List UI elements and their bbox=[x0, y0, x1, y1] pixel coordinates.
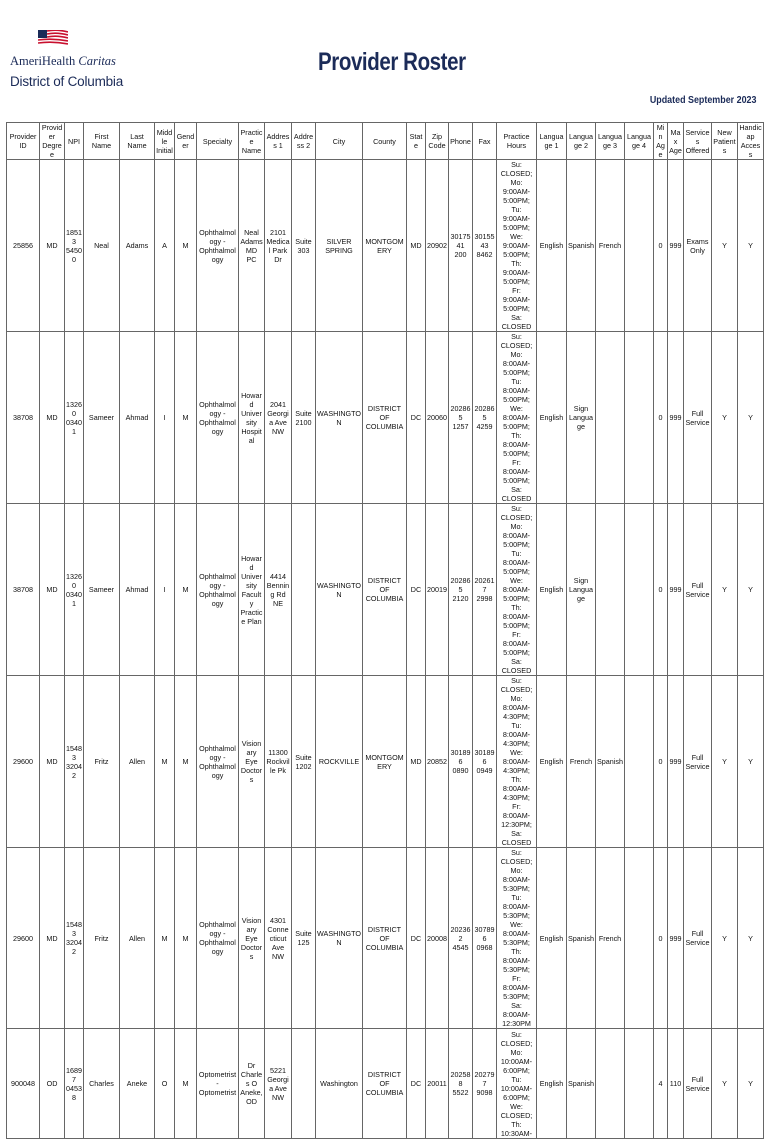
table-cell: 16897 04538 bbox=[65, 1029, 84, 1139]
table-cell: Fritz bbox=[84, 676, 120, 848]
table-cell bbox=[596, 504, 625, 676]
table-cell bbox=[625, 848, 654, 1029]
table-cell: 202865 1257 bbox=[449, 332, 473, 504]
table-cell: 4301 Connecticut Ave NW bbox=[265, 848, 292, 1029]
table-cell: 20060 bbox=[426, 332, 449, 504]
roster-body bbox=[7, 160, 764, 1139]
table-cell: Aneke bbox=[120, 1029, 155, 1139]
table-cell: M bbox=[175, 676, 197, 848]
table-cell bbox=[625, 504, 654, 676]
table-cell: MONTGOMERY bbox=[363, 676, 407, 848]
table-cell: Y bbox=[712, 160, 738, 332]
table-cell: 0 bbox=[654, 676, 668, 848]
table-cell: Ophthalmology - Ophthalmology bbox=[197, 160, 239, 332]
table-cell: Ophthalmology - Ophthalmology bbox=[197, 676, 239, 848]
table-cell: ROCKVILLE bbox=[316, 676, 363, 848]
table-cell: 900048 bbox=[7, 1029, 40, 1139]
table-cell: 29600 bbox=[7, 676, 40, 848]
table-cell: M bbox=[175, 1029, 197, 1139]
table-cell: DISTRICT OF COLUMBIA bbox=[363, 332, 407, 504]
table-cell: 15483 32042 bbox=[65, 676, 84, 848]
table-cell: M bbox=[175, 848, 197, 1029]
column-header: Last Name bbox=[120, 123, 155, 160]
table-cell: 2101 Medical Park Dr bbox=[265, 160, 292, 332]
table-row bbox=[7, 676, 764, 848]
table-cell: Charles bbox=[84, 1029, 120, 1139]
table-cell: Y bbox=[712, 848, 738, 1029]
column-header: Provider Degree bbox=[40, 123, 65, 160]
table-cell: Su: CLOSED; Mo: 10:00AM-6:00PM; Tu: 10:00AM-6:00PM; We: CLOSED; Th: 10:30AM- bbox=[497, 1029, 537, 1139]
table-cell: 20008 bbox=[426, 848, 449, 1029]
column-header: City bbox=[316, 123, 363, 160]
table-cell: Y bbox=[738, 848, 764, 1029]
column-header: Specialty bbox=[197, 123, 239, 160]
table-cell: 29600 bbox=[7, 848, 40, 1029]
column-header: Phone bbox=[449, 123, 473, 160]
table-cell: 38708 bbox=[7, 504, 40, 676]
table-cell: OD bbox=[40, 1029, 65, 1139]
table-cell: English bbox=[537, 504, 567, 676]
table-cell: 202362 4545 bbox=[449, 848, 473, 1029]
table-cell: Y bbox=[738, 1029, 764, 1139]
table-cell: 202588 5522 bbox=[449, 1029, 473, 1139]
table-cell: MD bbox=[407, 160, 426, 332]
table-cell: Sign Language bbox=[567, 332, 596, 504]
table-cell: 110 bbox=[668, 1029, 684, 1139]
table-cell bbox=[596, 1029, 625, 1139]
column-header: Services Offered bbox=[684, 123, 712, 160]
page-title: Provider Roster bbox=[318, 48, 466, 76]
table-cell: 999 bbox=[668, 160, 684, 332]
table-cell: Howard University Faculty Practice Plan bbox=[239, 504, 265, 676]
table-cell bbox=[292, 1029, 316, 1139]
table-cell: 999 bbox=[668, 332, 684, 504]
table-cell: 20011 bbox=[426, 1029, 449, 1139]
table-cell: Su: CLOSED; Mo: 9:00AM-5:00PM; Tu: 9:00AM-5:00PM; We: 9:00AM-5:00PM; Th: 9:00AM-5:00PM; Fr: 9:00AM-5:00PM; Sa: CLOSED bbox=[497, 160, 537, 332]
table-cell bbox=[625, 1029, 654, 1139]
table-cell: 0 bbox=[654, 504, 668, 676]
table-cell: French bbox=[596, 160, 625, 332]
table-cell: 202865 4259 bbox=[473, 332, 497, 504]
table-cell: Y bbox=[712, 332, 738, 504]
brand-subtitle: District of Columbia bbox=[10, 74, 124, 89]
table-cell: Ophthalmology - Ophthalmology bbox=[197, 332, 239, 504]
table-cell: Y bbox=[712, 504, 738, 676]
table-cell: Sign Language bbox=[567, 504, 596, 676]
brand-main: AmeriHealth bbox=[10, 54, 76, 68]
column-header: New Patients bbox=[712, 123, 738, 160]
table-cell: WASHINGTON bbox=[316, 504, 363, 676]
table-cell: Y bbox=[738, 504, 764, 676]
table-cell: M bbox=[175, 332, 197, 504]
table-cell: 20852 bbox=[426, 676, 449, 848]
table-cell: MD bbox=[40, 160, 65, 332]
table-cell: Visionary Eye Doctors bbox=[239, 848, 265, 1029]
column-header: Language 2 bbox=[567, 123, 596, 160]
table-cell: Allen bbox=[120, 848, 155, 1029]
table-cell: French bbox=[596, 848, 625, 1029]
table-cell: Suite 303 bbox=[292, 160, 316, 332]
column-header: Provider ID bbox=[7, 123, 40, 160]
table-cell: Ophthalmology - Ophthalmology bbox=[197, 504, 239, 676]
table-cell bbox=[596, 332, 625, 504]
table-cell bbox=[625, 160, 654, 332]
table-cell: Su: CLOSED; Mo: 8:00AM-4:30PM; Tu: 8:00AM-4:30PM; We: 8:00AM-4:30PM; Th: 8:00AM-4:30PM; Fr: 8:00AM-12:30PM; Sa: CLOSED bbox=[497, 676, 537, 848]
column-header: Max Age bbox=[668, 123, 684, 160]
table-cell: 3015543 8462 bbox=[473, 160, 497, 332]
table-cell: 20902 bbox=[426, 160, 449, 332]
column-header: Language 3 bbox=[596, 123, 625, 160]
table-cell: M bbox=[175, 160, 197, 332]
table-cell: M bbox=[155, 848, 175, 1029]
table-cell: 202865 2120 bbox=[449, 504, 473, 676]
table-cell: Suite 2100 bbox=[292, 332, 316, 504]
table-cell: DISTRICT OF COLUMBIA bbox=[363, 504, 407, 676]
table-cell: 301896 0949 bbox=[473, 676, 497, 848]
table-cell: Full Service bbox=[684, 676, 712, 848]
table-cell: 999 bbox=[668, 504, 684, 676]
table-cell: Sameer bbox=[84, 332, 120, 504]
table-cell: DC bbox=[407, 332, 426, 504]
table-cell: Allen bbox=[120, 676, 155, 848]
table-cell: Fritz bbox=[84, 848, 120, 1029]
column-header: Address 1 bbox=[265, 123, 292, 160]
table-cell: 999 bbox=[668, 848, 684, 1029]
table-cell: DC bbox=[407, 848, 426, 1029]
table-cell: Y bbox=[738, 676, 764, 848]
table-cell: 301896 0890 bbox=[449, 676, 473, 848]
table-cell: 38708 bbox=[7, 332, 40, 504]
table-cell: Sameer bbox=[84, 504, 120, 676]
column-header: Fax bbox=[473, 123, 497, 160]
table-cell: Su: CLOSED; Mo: 8:00AM-5:30PM; Tu: 8:00AM-5:30PM; We: 8:00AM-5:30PM; Th: 8:00AM-5:30PM; Fr: 8:00AM-5:30PM; Sa: 8:00AM-12:30PM bbox=[497, 848, 537, 1029]
table-cell: 13260 03401 bbox=[65, 332, 84, 504]
column-header: Min Age bbox=[654, 123, 668, 160]
table-cell: Neal bbox=[84, 160, 120, 332]
table-cell: MD bbox=[40, 504, 65, 676]
table-cell: Spanish bbox=[596, 676, 625, 848]
table-cell: MONTGOMERY bbox=[363, 160, 407, 332]
table-cell bbox=[292, 504, 316, 676]
updated-date: Updated September 2023 bbox=[649, 94, 756, 106]
column-header: Handicap Access bbox=[739, 123, 762, 159]
table-cell: Howard University Hospital bbox=[239, 332, 265, 504]
table-cell: 2041 Georgia Ave NW bbox=[265, 332, 292, 504]
table-row bbox=[7, 1029, 764, 1139]
table-cell: 202617 2998 bbox=[473, 504, 497, 676]
table-cell: English bbox=[537, 332, 567, 504]
table-cell: Ophthalmology - Ophthalmology bbox=[197, 848, 239, 1029]
table-cell: I bbox=[155, 504, 175, 676]
table-cell: MD bbox=[40, 676, 65, 848]
table-cell: 4 bbox=[654, 1029, 668, 1139]
table-row bbox=[7, 160, 764, 332]
table-cell: Suite 125 bbox=[292, 848, 316, 1029]
brand-name bbox=[10, 54, 116, 69]
table-cell: M bbox=[175, 504, 197, 676]
table-cell: WASHINGTON bbox=[316, 332, 363, 504]
table-cell: English bbox=[537, 848, 567, 1029]
column-header: NPI bbox=[65, 123, 84, 160]
table-cell: 13260 03401 bbox=[65, 504, 84, 676]
table-cell: 0 bbox=[654, 160, 668, 332]
column-header: Address 2 bbox=[292, 123, 316, 160]
table-cell: 3017541 200 bbox=[449, 160, 473, 332]
table-cell: Spanish bbox=[567, 848, 596, 1029]
table-cell: 25856 bbox=[7, 160, 40, 332]
table-cell: 20019 bbox=[426, 504, 449, 676]
table-cell: Ahmad bbox=[120, 504, 155, 676]
table-row bbox=[7, 504, 764, 676]
table-cell: 11300 Rockville Pk bbox=[265, 676, 292, 848]
table-cell: A bbox=[155, 160, 175, 332]
table-cell bbox=[625, 332, 654, 504]
table-cell: SILVER SPRING bbox=[316, 160, 363, 332]
column-header: Middle Initial bbox=[155, 123, 175, 160]
table-cell: MD bbox=[40, 332, 65, 504]
column-header: Practice Hours bbox=[497, 123, 537, 160]
table-row bbox=[7, 332, 764, 504]
table-cell: Full Service bbox=[684, 1029, 712, 1139]
table-cell: Dr Charles O Aneke, OD bbox=[239, 1029, 265, 1139]
table-cell: 307896 0968 bbox=[473, 848, 497, 1029]
table-cell: Y bbox=[712, 676, 738, 848]
column-header: County bbox=[363, 123, 407, 160]
column-header: Zip Code bbox=[426, 123, 449, 160]
table-cell: DISTRICT OF COLUMBIA bbox=[363, 1029, 407, 1139]
table-cell: DC bbox=[407, 1029, 426, 1139]
table-cell: French bbox=[567, 676, 596, 848]
table-cell: 0 bbox=[654, 332, 668, 504]
table-cell: 18513 5450 0 bbox=[65, 160, 84, 332]
flag-icon bbox=[38, 30, 68, 48]
table-cell: Spanish bbox=[567, 160, 596, 332]
table-cell: 5221 Georgia Ave NW bbox=[265, 1029, 292, 1139]
table-cell: Full Service bbox=[684, 332, 712, 504]
table-cell: Optometrist - Optometrist bbox=[197, 1029, 239, 1139]
column-header: First Name bbox=[84, 123, 120, 160]
column-header: Language 1 bbox=[537, 123, 567, 160]
table-cell: Neal Adams MD PC bbox=[239, 160, 265, 332]
table-cell: English bbox=[537, 1029, 567, 1139]
table-cell: 15483 32042 bbox=[65, 848, 84, 1029]
table-cell: WASHINGTON bbox=[316, 848, 363, 1029]
column-header: State bbox=[407, 123, 426, 160]
table-cell: 0 bbox=[654, 848, 668, 1029]
table-cell: MD bbox=[407, 676, 426, 848]
table-cell: 202797 9098 bbox=[473, 1029, 497, 1139]
table-cell: DC bbox=[407, 504, 426, 676]
table-cell: Full Service bbox=[684, 504, 712, 676]
table-cell: Su: CLOSED; Mo: 8:00AM-5:00PM; Tu: 8:00AM-5:00PM; We: 8:00AM-5:00PM; Th: 8:00AM-5:00PM; Fr: 8:00AM-5:00PM; Sa: CLOSED bbox=[497, 504, 537, 676]
table-cell: Visionary Eye Doctors bbox=[239, 676, 265, 848]
table-cell: Exams Only bbox=[684, 160, 712, 332]
table-cell: Y bbox=[712, 1029, 738, 1139]
table-cell: 999 bbox=[668, 676, 684, 848]
column-header: Language 4 bbox=[625, 123, 654, 160]
table-cell: Full Service bbox=[684, 848, 712, 1029]
table-cell: English bbox=[537, 160, 567, 332]
table-cell: M bbox=[155, 676, 175, 848]
table-cell: Y bbox=[738, 160, 764, 332]
provider-roster-table bbox=[6, 122, 764, 1139]
amerihealth-logo bbox=[10, 30, 124, 92]
column-header: Practice Name bbox=[239, 123, 265, 160]
table-cell: Washington bbox=[316, 1029, 363, 1139]
table-cell: Adams bbox=[120, 160, 155, 332]
table-cell: MD bbox=[40, 848, 65, 1029]
brand-italic: Caritas bbox=[78, 54, 116, 68]
table-row bbox=[7, 848, 764, 1029]
table-cell: Y bbox=[738, 332, 764, 504]
table-cell bbox=[625, 676, 654, 848]
table-cell: DISTRICT OF COLUMBIA bbox=[363, 848, 407, 1029]
table-cell: Ahmad bbox=[120, 332, 155, 504]
header-row bbox=[7, 123, 764, 160]
table-cell: O bbox=[155, 1029, 175, 1139]
table-cell: Su: CLOSED; Mo: 8:00AM-5:00PM; Tu: 8:00AM-5:00PM; We: 8:00AM-5:00PM; Th: 8:00AM-5:00PM; Fr: 8:00AM-5:00PM; Sa: CLOSED bbox=[497, 332, 537, 504]
table-cell: I bbox=[155, 332, 175, 504]
table-cell: 4414 Benning Rd NE bbox=[265, 504, 292, 676]
table-cell: Spanish bbox=[567, 1029, 596, 1139]
table-cell: English bbox=[537, 676, 567, 848]
table-cell: Suite 1202 bbox=[292, 676, 316, 848]
column-header: Gender bbox=[175, 123, 197, 160]
